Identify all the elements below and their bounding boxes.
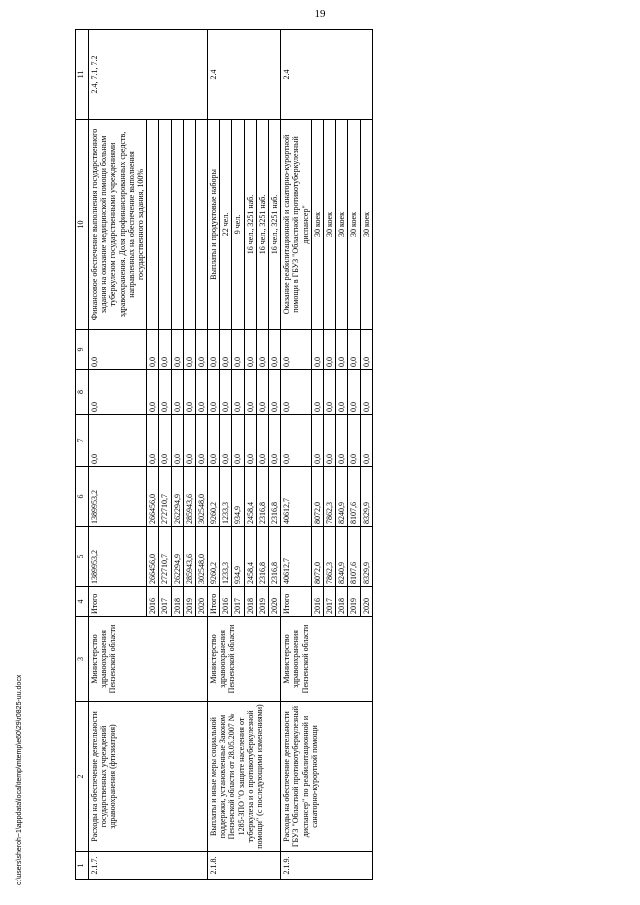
- value-cell: 0,0: [159, 370, 171, 415]
- value-cell: 0,0: [232, 370, 244, 415]
- measure-name: Расходы на обеспечение деятельности ГБУЗ "Областной противотуберкулезный диспансер" по реабилитационной и санаторно-курортной помощи: [281, 702, 373, 852]
- indicator-text: Выплаты и продуктовые наборы: [208, 120, 220, 330]
- value-cell: 0,0: [360, 415, 372, 467]
- year-cell: 2017: [159, 587, 171, 617]
- col-header: 3: [76, 617, 89, 702]
- value-cell: 0,0: [147, 330, 159, 370]
- page-number: 19: [314, 8, 326, 20]
- table-body: [89, 30, 373, 880]
- row-number: 2.1.8.: [208, 852, 281, 880]
- value-cell: 0,0: [220, 330, 232, 370]
- executor-name: Министерство здравоохранения Пензенской области: [89, 617, 208, 702]
- col-header: 7: [76, 415, 89, 467]
- indicator-text: Финансовое обеспечение выполнения государственного задания на оказание медицинской помощи больным туберкулезом государственными учреждениями здравоохранения. Доля профинансированных средств, направленных на обеспечение выполнения государственного задания, 100%: [89, 120, 147, 330]
- year-cell: 2019: [183, 587, 195, 617]
- table-row: [208, 30, 220, 880]
- executor-name: Министерство здравоохранения Пензенской области: [281, 617, 373, 702]
- value-cell: 0,0: [311, 415, 323, 467]
- value-cell: 8240,9: [336, 467, 348, 527]
- measure-name: Расходы на обеспечение деятельности государственных учреждений здравоохранения (фтизиатрия): [89, 702, 208, 852]
- value-cell: 0,0: [183, 330, 195, 370]
- total-value: 0,0: [208, 415, 220, 467]
- value-cell: 0,0: [323, 415, 335, 467]
- table-row: [281, 30, 312, 880]
- indicator-value: 30 коек: [311, 120, 323, 330]
- value-cell: 0,0: [159, 330, 171, 370]
- value-cell: 0,0: [159, 415, 171, 467]
- total-value: 40612,7: [281, 527, 312, 587]
- year-cell: 2018: [171, 587, 183, 617]
- indicator-value: 22 чел.: [220, 120, 232, 330]
- value-cell: 0,0: [171, 415, 183, 467]
- col-header: 5: [76, 527, 89, 587]
- indicator-ref: 2.4: [208, 30, 281, 120]
- value-cell: 0,0: [348, 370, 360, 415]
- value-cell: 266456,0: [147, 527, 159, 587]
- value-cell: 8107,6: [348, 467, 360, 527]
- value-cell: 0,0: [269, 415, 281, 467]
- total-value: 1389953,2: [89, 527, 147, 587]
- value-cell: 8329,9: [360, 467, 372, 527]
- year-cell: 2019: [256, 587, 268, 617]
- value-cell: 0,0: [195, 330, 207, 370]
- executor-name: Министерство здравоохранения Пензенской области: [208, 617, 281, 702]
- value-cell: 8072,0: [311, 467, 323, 527]
- value-cell: 0,0: [311, 370, 323, 415]
- value-cell: 0,0: [348, 415, 360, 467]
- value-cell: 8072,0: [311, 527, 323, 587]
- total-value: 0,0: [281, 370, 312, 415]
- value-cell: 0,0: [244, 415, 256, 467]
- row-number: 2.1.9.: [281, 852, 373, 880]
- value-cell: 272710,7: [159, 527, 171, 587]
- year-cell: 2019: [348, 587, 360, 617]
- value-cell: 8107,6: [348, 527, 360, 587]
- value-cell: 2458,4: [244, 467, 256, 527]
- total-value: 0,0: [208, 370, 220, 415]
- value-cell: 0,0: [311, 330, 323, 370]
- year-cell: 2018: [336, 587, 348, 617]
- indicator-value: 16 чел., 3251 наб.: [269, 120, 281, 330]
- value-cell: 934,9: [232, 527, 244, 587]
- value-cell: 0,0: [232, 330, 244, 370]
- year-cell: 2017: [232, 587, 244, 617]
- value-cell: 285943,6: [183, 467, 195, 527]
- indicator-value: 30 коек: [336, 120, 348, 330]
- total-value: 9260,2: [208, 527, 220, 587]
- value-cell: 0,0: [348, 330, 360, 370]
- value-cell: 0,0: [195, 415, 207, 467]
- year-cell: 2020: [360, 587, 372, 617]
- year-cell: 2018: [244, 587, 256, 617]
- value-cell: 0,0: [269, 370, 281, 415]
- total-value: 0,0: [89, 415, 147, 467]
- value-cell: 934,9: [232, 467, 244, 527]
- value-cell: 0,0: [256, 330, 268, 370]
- indicator-value: [195, 120, 207, 330]
- value-cell: 0,0: [183, 370, 195, 415]
- value-cell: 0,0: [360, 370, 372, 415]
- col-header: 2: [76, 702, 89, 852]
- total-value: 0,0: [281, 415, 312, 467]
- indicator-value: 30 коек: [323, 120, 335, 330]
- indicator-text: Оказание реабилитационной и санаторно-курортной помощи в ГБУЗ "Областной противотуберкулезный диспансер": [281, 120, 312, 330]
- value-cell: 0,0: [220, 370, 232, 415]
- value-cell: 0,0: [171, 330, 183, 370]
- year-cell: 2020: [195, 587, 207, 617]
- value-cell: 0,0: [323, 370, 335, 415]
- value-cell: 7862,3: [323, 527, 335, 587]
- value-cell: 1233,3: [220, 527, 232, 587]
- total-value: 0,0: [281, 330, 312, 370]
- total-value: 1389953,2: [89, 467, 147, 527]
- indicator-value: 16 чел., 3251 наб.: [256, 120, 268, 330]
- value-cell: 7862,3: [323, 467, 335, 527]
- value-cell: 0,0: [336, 330, 348, 370]
- value-cell: 272710,7: [159, 467, 171, 527]
- program-table: [75, 29, 373, 880]
- col-header: 8: [76, 370, 89, 415]
- value-cell: 2316,8: [256, 527, 268, 587]
- value-cell: 302548,0: [195, 467, 207, 527]
- value-cell: 0,0: [256, 370, 268, 415]
- value-cell: 0,0: [147, 370, 159, 415]
- header-row: [76, 30, 89, 880]
- value-cell: 285943,6: [183, 527, 195, 587]
- indicator-value: 9 чел.: [232, 120, 244, 330]
- total-value: 0,0: [208, 330, 220, 370]
- value-cell: 0,0: [323, 330, 335, 370]
- year-cell: 2016: [311, 587, 323, 617]
- indicator-value: 30 коек: [360, 120, 372, 330]
- value-cell: 2316,8: [256, 467, 268, 527]
- value-cell: 0,0: [195, 370, 207, 415]
- indicator-ref: 2.4: [281, 30, 373, 120]
- total-label: Итого: [89, 587, 147, 617]
- indicator-value: [147, 120, 159, 330]
- total-label: Итого: [281, 587, 312, 617]
- value-cell: 8329,9: [360, 527, 372, 587]
- value-cell: 0,0: [232, 415, 244, 467]
- col-header: 9: [76, 330, 89, 370]
- value-cell: 262294,9: [171, 527, 183, 587]
- year-cell: 2017: [323, 587, 335, 617]
- indicator-value: [159, 120, 171, 330]
- indicator-value: [171, 120, 183, 330]
- year-cell: 2020: [269, 587, 281, 617]
- value-cell: 0,0: [360, 330, 372, 370]
- value-cell: 8240,9: [336, 527, 348, 587]
- value-cell: 0,0: [269, 330, 281, 370]
- indicator-value: [183, 120, 195, 330]
- indicator-ref: 2.4, 7.1, 7.2: [89, 30, 208, 120]
- total-label: Итого: [208, 587, 220, 617]
- value-cell: 0,0: [171, 370, 183, 415]
- year-cell: 2016: [147, 587, 159, 617]
- col-header: 1: [76, 852, 89, 880]
- value-cell: 0,0: [244, 330, 256, 370]
- total-value: 0,0: [89, 370, 147, 415]
- year-cell: 2016: [220, 587, 232, 617]
- col-header: 11: [76, 30, 89, 120]
- value-cell: 0,0: [256, 415, 268, 467]
- value-cell: 0,0: [147, 415, 159, 467]
- rotated-table-container: [75, 30, 585, 880]
- value-cell: 0,0: [336, 370, 348, 415]
- value-cell: 0,0: [183, 415, 195, 467]
- value-cell: 302548,0: [195, 527, 207, 587]
- footer-path: c:\users\sheroh~1\appdata\local\temp\mtemp\e60\29\r0825-uu.docx: [16, 674, 23, 885]
- value-cell: 2316,8: [269, 467, 281, 527]
- value-cell: 266456,0: [147, 467, 159, 527]
- total-value: 40612,7: [281, 467, 312, 527]
- col-header: 4: [76, 587, 89, 617]
- row-number: 2.1.7.: [89, 852, 208, 880]
- value-cell: 0,0: [244, 370, 256, 415]
- value-cell: 2458,4: [244, 527, 256, 587]
- value-cell: 0,0: [336, 415, 348, 467]
- table-row: [89, 30, 147, 880]
- total-value: 0,0: [89, 330, 147, 370]
- total-value: 9260,2: [208, 467, 220, 527]
- value-cell: 1233,3: [220, 467, 232, 527]
- value-cell: 262294,9: [171, 467, 183, 527]
- value-cell: 0,0: [220, 415, 232, 467]
- indicator-value: 16 чел., 3251 наб.: [244, 120, 256, 330]
- col-header: 6: [76, 467, 89, 527]
- value-cell: 2316,8: [269, 527, 281, 587]
- indicator-value: 30 коек: [348, 120, 360, 330]
- col-header: 10: [76, 120, 89, 330]
- measure-name: Выплаты и иные меры социальной поддержки, установленные Законом Пензенской области от 28.05.2007 № 1285-ЗПО "О защите населения от туберкулеза и о противотуберкулезной помощи" (с последующими изменениями): [208, 702, 281, 852]
